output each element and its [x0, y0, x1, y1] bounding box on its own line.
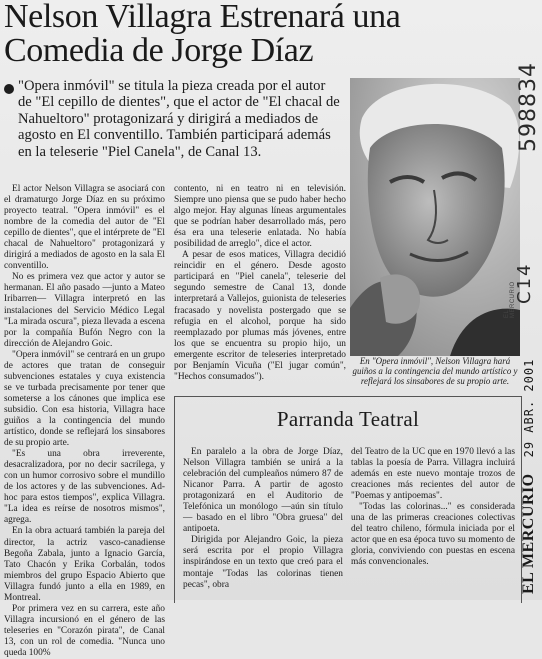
portrait-illustration: [350, 78, 520, 356]
headline: Nelson Villagra Estrenará una Comedia de Jorge Díaz: [4, 0, 401, 69]
box-column-2: [351, 447, 515, 569]
photo-caption: En "Opera inmóvil", Nelson Villagra hará guiños a la contingencia del mundo artístico y reflejará los sinsabores de su propio arte.: [352, 356, 518, 387]
lede-block: [4, 78, 340, 160]
bullet-icon: [4, 84, 14, 94]
paragraph: En la obra actuará también la pareja del director, la actriz vasco-canadiense Begoña Zabala, junto a Ignacio García, Tato Chacón y Erika Corbalán, todos miembros del grupo Espacio Abierto que Villagra fundó junto a ella en 1989, en Montreal.: [4, 526, 165, 603]
photo-credit: EL MERCURIO: [504, 281, 516, 318]
paragraph: "Opera inmóvil" se centrará en un grupo de actores que tratan de conseguir subvenciones estatales y cuya existencia se ve turbada precisamente por tener que someterse a los cánones que implica ese subsidio. Con esa historia, Villagra hace guiños a la contingencia del mundo artístico, donde se reflejará los sinsabores de su propio arte.: [4, 349, 165, 449]
paragraph: del Teatro de la UC que en 1970 llevó a las tablas la poesía de Parra. Villagra incluirá además en este nuevo montaje trozos de creaciones más recientes del autor de "Poemas y antipoemas".: [351, 447, 515, 502]
paragraph: El actor Nelson Villagra se asociará con el dramaturgo Jorge Díaz en su próximo proyecto teatral. "Opera inmóvil" es el nombre de la comedia del autor de "El cepillo de dientes", que el intérprete de "El chacal de Nahueltoro" protagonizará y dirigirá a mediados de agosto en la sala El conventillo.: [4, 184, 165, 272]
box-column-1: [183, 447, 343, 591]
handwritten-note: C14: [514, 262, 535, 304]
masthead: EL MERCURIO: [520, 473, 537, 594]
paragraph: "Es una obra irreverente, desacralizadora, por no decir sacrílega, y con un humor corrosivo sobre el mundillo de los actores y de las subvenciones. Ad-hoc para estos tiempos", explica Villagra. "La idea es reírse de nosotros mismos", agrega.: [4, 449, 165, 526]
paragraph: Por primera vez en su carrera, este año Villagra incursionó en el género de las teleseries en "Corazón pirata", de Canal 13, con un rol de comedia. "Nunca uno queda 100%: [4, 603, 165, 658]
paragraph: "Todas las colorinas..." es considerada una de las primeras creaciones colectivas del teatro chileno, fórmula iniciada por el actor que en esa época tuvo su momento de gloria, conviviendo con puestas en escena más convencionales.: [351, 502, 515, 568]
sidebar-box: [174, 396, 522, 603]
box-title: Parranda Teatral: [276, 407, 420, 431]
lede: "Opera inmóvil" se titula la pieza creada por el autor de "El cepillo de dientes", que el actor de "El chacal de Nahueltoro" protagonizará y dirigirá a mediados de agosto en El conventillo. También participará además en la teleserie "Piel Canela", de Canal 13.: [18, 78, 340, 160]
paragraph: No es primera vez que actor y autor se hermanan. El año pasado —junto a Mateo Iribarren— Villagra interpretó en las instalaciones del Servicio Médico Legal "La mirada oscura", pieza llevada a escena por la compañía Bufón Negro con la dirección de Alejandro Goic.: [4, 272, 165, 349]
article-column-2: [174, 184, 346, 383]
paragraph: Dirigida por Alejandro Goic, la pieza será escrita por el propio Villagra inspirándose en un texto que creó para el montaje "Todas las colorinas tienen pecas", obra: [183, 535, 343, 590]
portrait-photo: [350, 78, 520, 356]
paragraph: contento, ni en teatro ni en televisión. Siempre uno piensa que se pudo haber hecho algo mejor. Hay algunas líneas argumentales que se podrían haber desarrollado más, pero ésa era una teleserie enlatada. No había posibilidad de arreglo", dice el actor.: [174, 184, 346, 250]
paragraph: En paralelo a la obra de Jorge Díaz, Nelson Villagra también se unirá a la celebración del cumpleaños número 87 de Nicanor Parra. A partir de agosto protagonizará en el Auditorio de Telefónica un monólogo —aún sin título— basado en el libro "Obra gruesa" del antipoeta.: [183, 447, 343, 535]
article-column-1: [4, 184, 165, 659]
paragraph: A pesar de esos matices, Villagra decidió reincidir en el género. Desde agosto participará en "Piel canela", teleserie del segundo semestre de Canal 13, donde interpretará a Vallejos, guionista de teleseries fracasado y novelista postergado que se refugia en el alcohol, porque ha sido reemplazado por plumas más jóvenes, entre los que se encuentra su propio hijo, un emergente escritor de teleseries interpretado por Benjamín Vicuña ("El jugar común", "Hechos consumados").: [174, 250, 346, 382]
handwritten-code: 598834: [516, 62, 541, 152]
publication-date: 29 ABR. 2001: [522, 358, 536, 458]
source-line: [520, 359, 538, 594]
